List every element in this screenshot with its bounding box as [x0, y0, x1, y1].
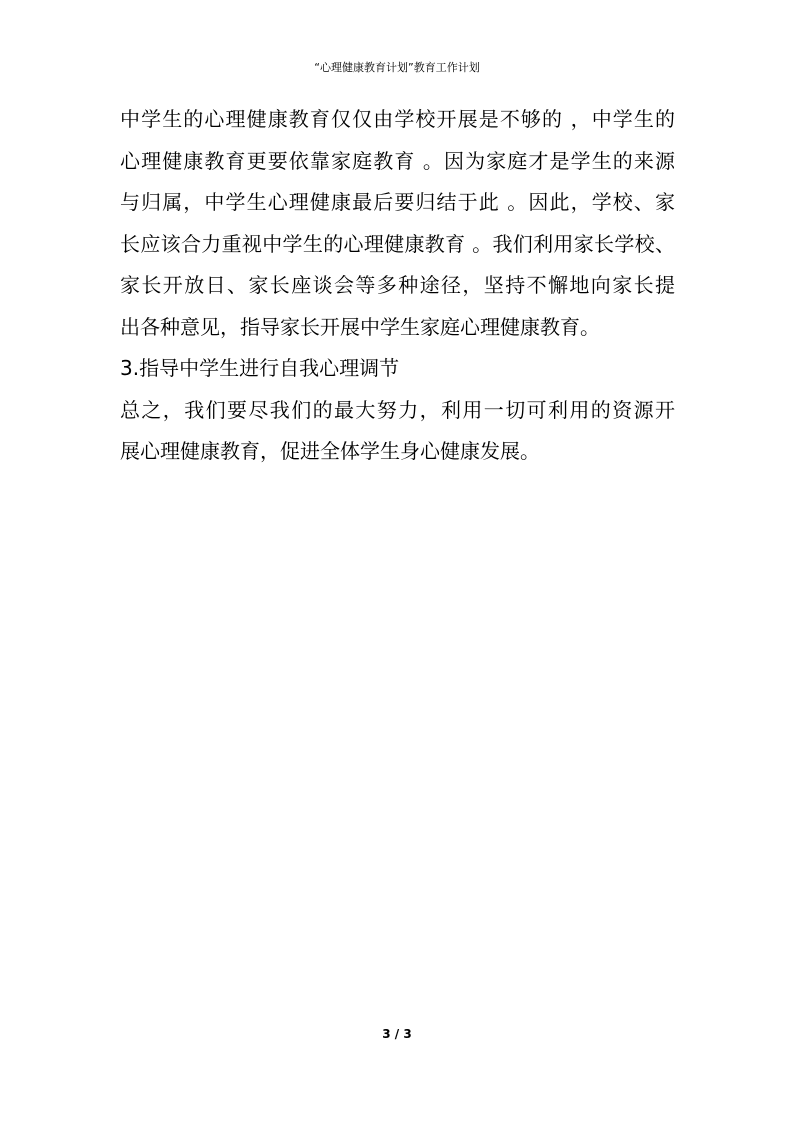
text-line: 出各种意见，指导家长开展中学生家庭心理健康教育。: [120, 314, 600, 339]
text-line: 中学生的心理健康教育仅仅由学校开展是不够的 ，中学生的: [120, 107, 675, 131]
text-line: 家长开放日、家长座谈会等多种途径，坚持不懈地向家长提: [120, 273, 675, 297]
heading-text: 3.指导中学生进行自我心理调节: [120, 356, 400, 380]
page-number: 3 / 3: [382, 1027, 412, 1041]
text-line: 长应该合力重视中学生的心理健康教育 。我们利用家长学校、: [120, 231, 675, 256]
paragraph-conclusion: [120, 390, 675, 473]
paragraph-family-education: [120, 99, 675, 348]
page-header: “心理健康教育计划”教育工作计划: [314, 61, 480, 74]
document-body: [120, 99, 675, 473]
section-heading-3: [120, 348, 675, 390]
text-line: 展心理健康教育，促进全体学生身心健康发展。: [120, 439, 540, 463]
text-line: 心理健康教育更要依靠家庭教育 。因为家庭才是学生的来源: [120, 148, 675, 173]
text-line: 与归属，中学生心理健康最后要归结于此 。因此，学校、家: [120, 190, 675, 214]
text-line: 总之，我们要尽我们的最大努力，利用一切可利用的资源开: [120, 397, 675, 422]
